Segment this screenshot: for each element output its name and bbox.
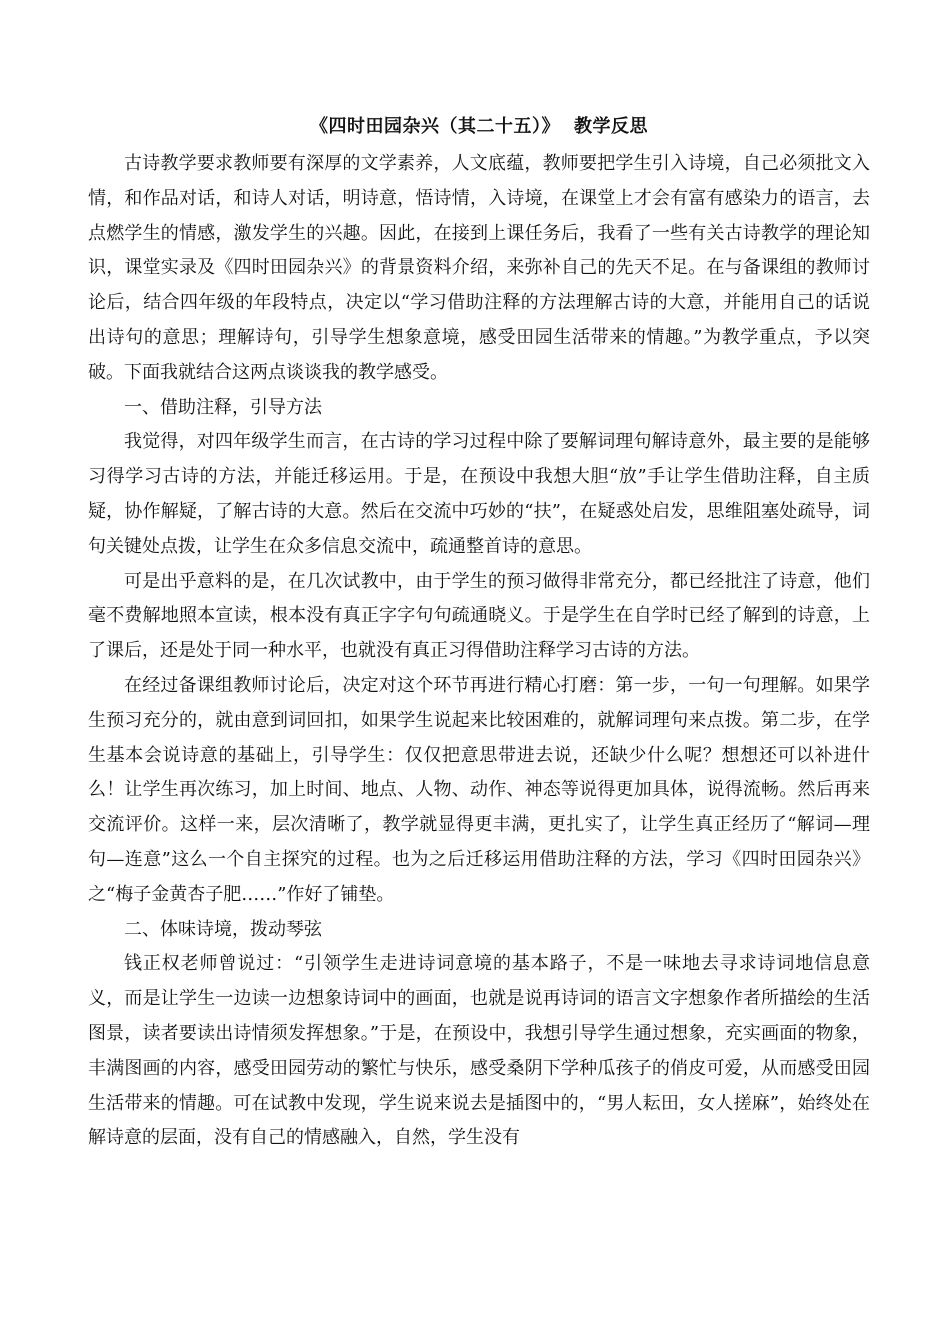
paragraph: 可是出乎意料的是，在几次试教中，由于学生的预习做得非常充分，都已经批注了诗意，他们毫不费解地照本宣读，根本没有真正字字句句疏通晓义。于是学生在自学时已经了解到的诗意，上了课后，还是处于同一种水平，也就没有真正习得借助注释学习古诗的方法。 bbox=[88, 570, 870, 662]
paragraph: 钱正权老师曾说过：“引领学生走进诗词意境的基本路子，不是一味地去寻求诗词地信息意义，而是让学生一边读一边想象诗词中的画面，也就是说再诗词的语言文字想象作者所描绘的生活图景，读者要读出诗情须发挥想象。”于是，在预设中，我想引导学生通过想象，充实画面的物象，丰满图画的内容，感受田园劳动的繁忙与快乐，感受桑阴下学种瓜孩子的俏皮可爱，从而感受田园生活带来的情趣。可在试教中发现，学生说来说去是插图中的，“男人耘田，女人搓麻”，始终处在解诗意的层面，没有自己的情感融入，自然，学生没有 bbox=[88, 953, 870, 1149]
section-heading-1: 一、借助注释，引导方法 bbox=[124, 396, 322, 418]
section-heading-2: 二、体味诗境，拨动琴弦 bbox=[124, 918, 322, 940]
document-title bbox=[88, 112, 870, 138]
paragraph-intro: 古诗教学要求教师要有深厚的文学素养，人文底蕴，教师要把学生引入诗境，自己必须批文入情，和作品对话，和诗人对话，明诗意，悟诗情，入诗境，在课堂上才会有富有感染力的语言，去点燃学生的情感，激发学生的兴趣。因此，在接到上课任务后，我看了一些有关古诗教学的理论知识，课堂实录及《四时田园杂兴》的背景资料介绍，来弥补自己的先天不足。在与备课组的教师讨论后，结合四年级的年段特点，决定以“学习借助注释的方法理解古诗的大意，并能用自己的话说出诗句的意思；理解诗句，引导学生想象意境，感受田园生活带来的情趣。”为教学重点，予以突破。下面我就结合这两点谈谈我的教学感受。 bbox=[88, 153, 870, 383]
paragraph: 在经过备课组教师讨论后，决定对这个环节再进行精心打磨：第一步，一句一句理解。如果学生预习充分的，就由意到词回扣，如果学生说起来比较困难的，就解词理句来点拨。第二步，在学生基本会说诗意的基础上，引导学生：仅仅把意思带进去说，还缺少什么呢？想想还可以补进什么！让学生再次练习，加上时间、地点、人物、动作、神态等说得更加具体，说得流畅。然后再来交流评价。这样一来，层次清晰了，教学就显得更丰满，更扎实了，让学生真正经历了“解词—理句—连意”这么一个自主探究的过程。也为之后迁移运用借助注释的方法，学习《四时田园杂兴》之“梅子金黄杏子肥……”作好了铺垫。 bbox=[88, 674, 870, 905]
title-suffix: 教学反思 bbox=[574, 116, 648, 137]
title-main: 《四时田园杂兴（其二十五）》 bbox=[310, 116, 560, 137]
paragraph: 我觉得，对四年级学生而言，在古诗的学习过程中除了要解词理句解诗意外，最主要的是能够习得学习古诗的方法，并能迁移运用。于是，在预设中我想大胆“放”手让学生借助注释，自主质疑，协作解疑，了解古诗的大意。然后在交流中巧妙的“扶”，在疑惑处启发，思维阻塞处疏导，词句关键处点拨，让学生在众多信息交流中，疏通整首诗的意思。 bbox=[88, 431, 870, 557]
document-body bbox=[88, 147, 870, 1156]
